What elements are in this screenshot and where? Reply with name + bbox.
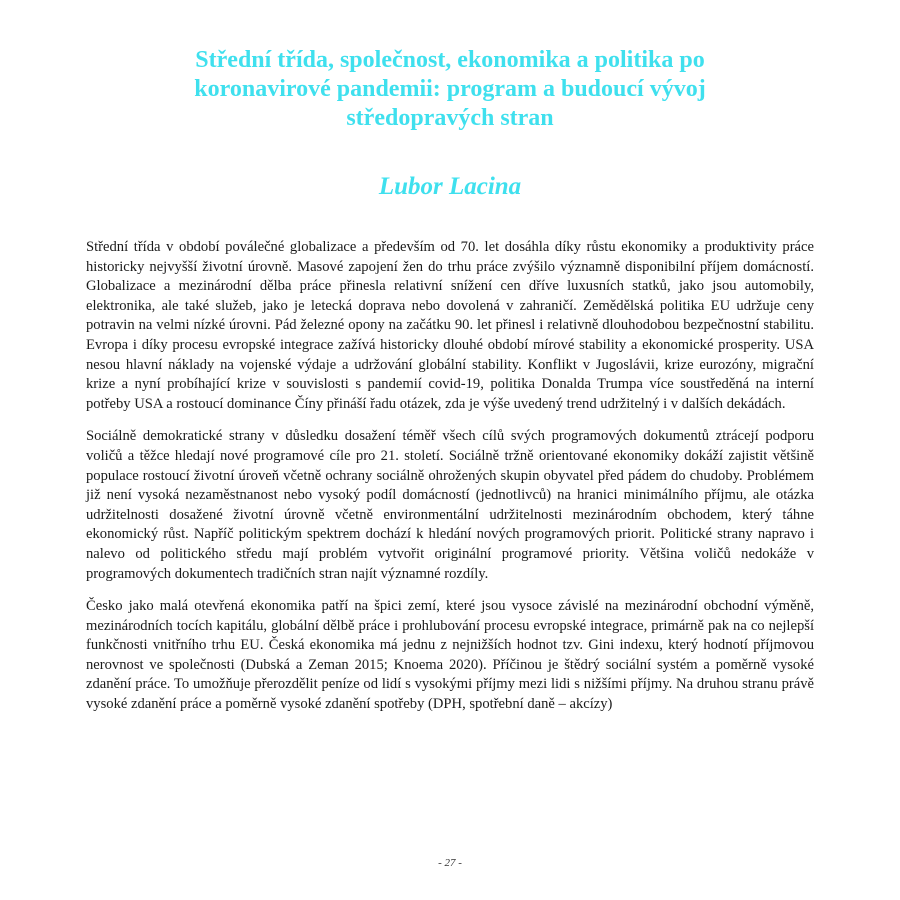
- chapter-title: Střední třída, společnost, ekonomika a politika po koronavirové pandemii: program a budoucí vývoj středopravých stran: [194, 47, 706, 131]
- chapter-author: Lubor Lacina: [378, 173, 522, 200]
- paragraph: Střední třída v období poválečné globalizace a především od 70. let dosáhla díky růstu ekonomiky a produktivity práce historicky nejvyšší životní úrovně. Masové zapojení žen do trhu práce zvýšilo významně disponibilní příjem domácností. Globalizace a mezinárodní dělba práce přinesla relativní snížení cen dříve luxusních statků, jako jsou automobily, elektronika, ale také služeb, jako je letecká doprava nebo dovolená v zahraničí. Zemědělská politika EU udržuje ceny potravin na velmi nízké úrovni. Pád železné opony na začátku 90. let přinesl i relativně dlouhodobou bezpečnostní stabilitu. Evropa i díky procesu evropské integrace zažívá historicky dlouhé období mírové stability a ekonomické prosperity. USA nesou hlavní náklady na vojenské výdaje a udržování globální stability. Konflikt v Jugoslávii, krize eurozóny, migrační krize a nyní probíhající krize v souvislosti s pandemií covid-19, politika Donalda Trumpa více soustředěná na interní potřeby USA a rostoucí dominance Číny přináší řadu otázek, zda je výše uvedený trend udržitelný i v dalších dekádách.: [86, 239, 814, 412]
- page-number: - 27 -: [438, 857, 462, 869]
- paragraph: Česko jako malá otevřená ekonomika patří na špici zemí, které jsou vysoce závislé na mezinárodní obchodní výměně, mezinárodních tocích kapitálu, globální dělbě práce i prohlubování procesu evropské integrace, primárně pak na co nejlepší funkčnosti vnitřního trhu EU. Česká ekonomika má jednu z nejnižších hodnot tzv. Gini indexu, který hodnotí příjmovou nerovnost ve společnosti (Dubská a Zeman 2015; Knoema 2020). Příčinou je štědrý sociální systém a poměrně vysoké zdanění práce. To umožňuje přerozdělit peníze od lidí s vysokými příjmy mezi lidi s nižšími příjmy. Na druhou stranu právě vysoké zdanění práce a poměrně vysoké zdanění spotřeby (DPH, spotřební daně – akcízy): [86, 598, 814, 713]
- paragraph: Sociálně demokratické strany v důsledku dosažení téměř všech cílů svých programových dokumentů ztrácejí podporu voličů a těžce hledají nové programové cíle pro 21. století. Sociálně tržně orientované ekonomiky dokáží zajistit většině populace rostoucí životní úroveň včetně ochrany sociálně ohrožených skupin obyvatel před pádem do chudoby. Problémem již není vysoká nezaměstnanost nebo vysoký podíl domácností (jednotlivců) na hranici minimálního příjmu, ale otázka udržitelnosti dosažené životní úrovně včetně environmentální udržitelnosti mezinárodním obchodem, který táhne ekonomický růst. Napříč politickým spektrem dochází k hledání nových programových priorit. Politické strany napravo i nalevo od politického středu mají problém vytvořit originální programové priority. Většina voličů nedokáže v programových dokumentech tradičních stran najít významné rozdíly.: [86, 428, 814, 582]
- body-text: [86, 238, 814, 728]
